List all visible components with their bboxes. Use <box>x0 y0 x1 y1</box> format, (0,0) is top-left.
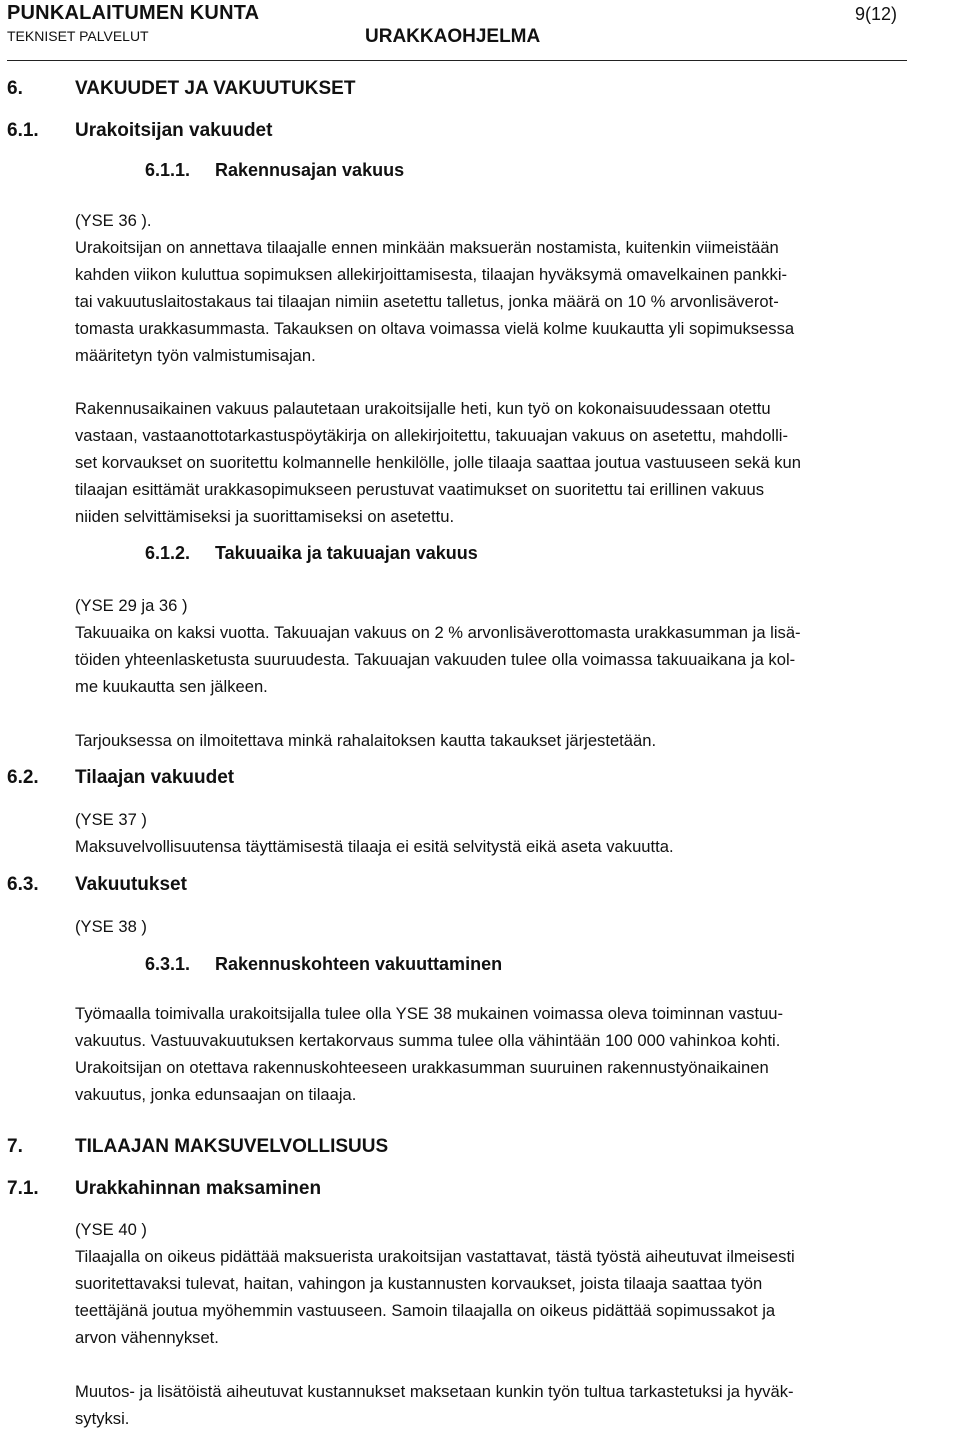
text-line: Rakennusaikainen vakuus palautetaan urakoitsijalle heti, kun työ on kokonaisuudessaan otettu <box>75 399 771 418</box>
section-7-1-paragraph-2 <box>75 1378 955 1432</box>
text-line: vakuutus, jonka edunsaajan on tilaaja. <box>75 1085 357 1104</box>
section-6-1-2-number: 6.1.2. <box>145 543 191 563</box>
section-6-3-number: 6.3. <box>7 874 39 895</box>
text-line: vastaan, vastaanottotarkastuspöytäkirja on allekirjoitettu, takuuajan vakuus on asetettu, mahdolli- <box>75 426 789 445</box>
section-6-1-2-reference: (YSE 29 ja 36 ) <box>75 596 188 615</box>
section-7-title: TILAAJAN MAKSUVELVOLLISUUS <box>75 1136 389 1157</box>
text-line: vakuutus. Vastuuvakuutuksen kertakorvaus summa tulee olla vähintään 100 000 vahinkoa kohti. <box>75 1031 781 1050</box>
section-7-number: 7. <box>7 1136 23 1157</box>
section-7-1-reference: (YSE 40 ) <box>75 1220 147 1239</box>
text-line: kahden viikon kuluttua sopimuksen allekirjoittamisesta, tilaajan hyväksymä omavelkainen pankki- <box>75 265 788 284</box>
text-line: Takuuaika on kaksi vuotta. Takuuajan vakuus on 2 % arvonlisäverottomasta urakkasumman ja lisä- <box>75 623 801 642</box>
department-name: TEKNISET PALVELUT <box>7 28 149 44</box>
text-line: tilaajan esittämät urakkasopimukseen perustuvat vaatimukset on suoritettu tai erillinen vakuus <box>75 480 764 499</box>
text-line: sytyksi. <box>75 1409 130 1428</box>
section-6-title: VAKUUDET JA VAKUUTUKSET <box>75 78 356 99</box>
organization-name: PUNKALAITUMEN KUNTA <box>7 2 260 24</box>
section-6-2-paragraph: Maksuvelvollisuutensa täyttämisestä tilaaja ei esitä selvitystä eikä aseta vakuutta. <box>75 837 674 856</box>
header-divider <box>7 60 907 61</box>
section-6-1-1-title: Rakennusajan vakuus <box>215 160 405 180</box>
text-line: me kuukautta sen jälkeen. <box>75 677 268 696</box>
section-6-1-title: Urakoitsijan vakuudet <box>75 120 273 141</box>
section-6-2-reference: (YSE 37 ) <box>75 810 147 829</box>
section-7-1-number: 7.1. <box>7 1178 39 1199</box>
section-6-3-1-paragraph <box>75 1000 955 1108</box>
section-6-3-1-title: Rakennuskohteen vakuuttaminen <box>215 954 503 974</box>
text-line: niiden selvittämiseksi ja suorittamiseksi on asetettu. <box>75 507 455 526</box>
text-line: set korvaukset on suoritettu kolmannelle henkilölle, jolle tilaaja saattaa joutua vastuuseen sekä kun <box>75 453 801 472</box>
text-line: tai vakuutuslaitostakaus tai tilaajan nimiin asetettu talletus, jonka määrä on 10 % arvonlisäverot- <box>75 292 779 311</box>
text-line: suoritettavaksi tulevat, haitan, vahingon ja kustannusten korvaukset, joista tilaaja saattaa työn <box>75 1274 763 1293</box>
text-line: arvon vähennykset. <box>75 1328 219 1347</box>
text-line: Urakoitsijan on annettava tilaajalle ennen minkään maksuerän nostamista, kuitenkin viimeistään <box>75 238 779 257</box>
section-6-1-2-paragraph-1 <box>75 619 955 700</box>
section-6-3-reference: (YSE 38 ) <box>75 917 147 936</box>
section-6-1-number: 6.1. <box>7 120 39 141</box>
page-number: 9(12) <box>855 4 898 24</box>
section-6-3-title: Vakuutukset <box>75 874 187 895</box>
section-6-1-2-paragraph-2: Tarjouksessa on ilmoitettava minkä rahalaitoksen kautta takaukset järjestetään. <box>75 731 657 750</box>
section-6-number: 6. <box>7 78 23 99</box>
text-line: töiden yhteenlasketusta suuruudesta. Takuuajan vakuuden tulee olla voimassa takuuaikana ja kol- <box>75 650 796 669</box>
text-line: Muutos- ja lisätöistä aiheutuvat kustannukset maksetaan kunkin työn tultua tarkastetuksi ja hyväk- <box>75 1382 794 1401</box>
text-line: tomasta urakkasummasta. Takauksen on oltava voimassa vielä kolme kuukautta yli sopimuksessa <box>75 319 795 338</box>
section-7-1-paragraph-1 <box>75 1243 955 1351</box>
section-6-2-number: 6.2. <box>7 767 39 788</box>
section-6-1-1-reference: (YSE 36 ). <box>75 211 152 230</box>
section-6-3-1-number: 6.3.1. <box>145 954 191 974</box>
text-line: teettäjänä joutua myöhemmin vastuuseen. Samoin tilaajalla on oikeus pidättää sopimussakot ja <box>75 1301 776 1320</box>
text-line: määritetyn työn valmistumisajan. <box>75 346 316 365</box>
section-6-1-1-number: 6.1.1. <box>145 160 191 180</box>
text-line: Urakoitsijan on otettava rakennuskohteeseen urakkasumman suuruinen rakennustyönaikainen <box>75 1058 769 1077</box>
section-6-1-1-paragraph-1 <box>75 234 955 369</box>
section-6-1-1-paragraph-2 <box>75 395 955 530</box>
text-line: Tilaajalla on oikeus pidättää maksuerista urakoitsijan vastattavat, tästä työstä aiheutuvat ilmeisesti <box>75 1247 795 1266</box>
section-7-1-title: Urakkahinnan maksaminen <box>75 1178 322 1199</box>
text-line: Työmaalla toimivalla urakoitsijalla tulee olla YSE 38 mukainen voimassa oleva toiminnan vastuu- <box>75 1004 784 1023</box>
document-title: URAKKAOHJELMA <box>365 26 541 47</box>
section-6-1-2-title: Takuuaika ja takuuajan vakuus <box>215 543 478 563</box>
section-6-2-title: Tilaajan vakuudet <box>75 767 235 788</box>
